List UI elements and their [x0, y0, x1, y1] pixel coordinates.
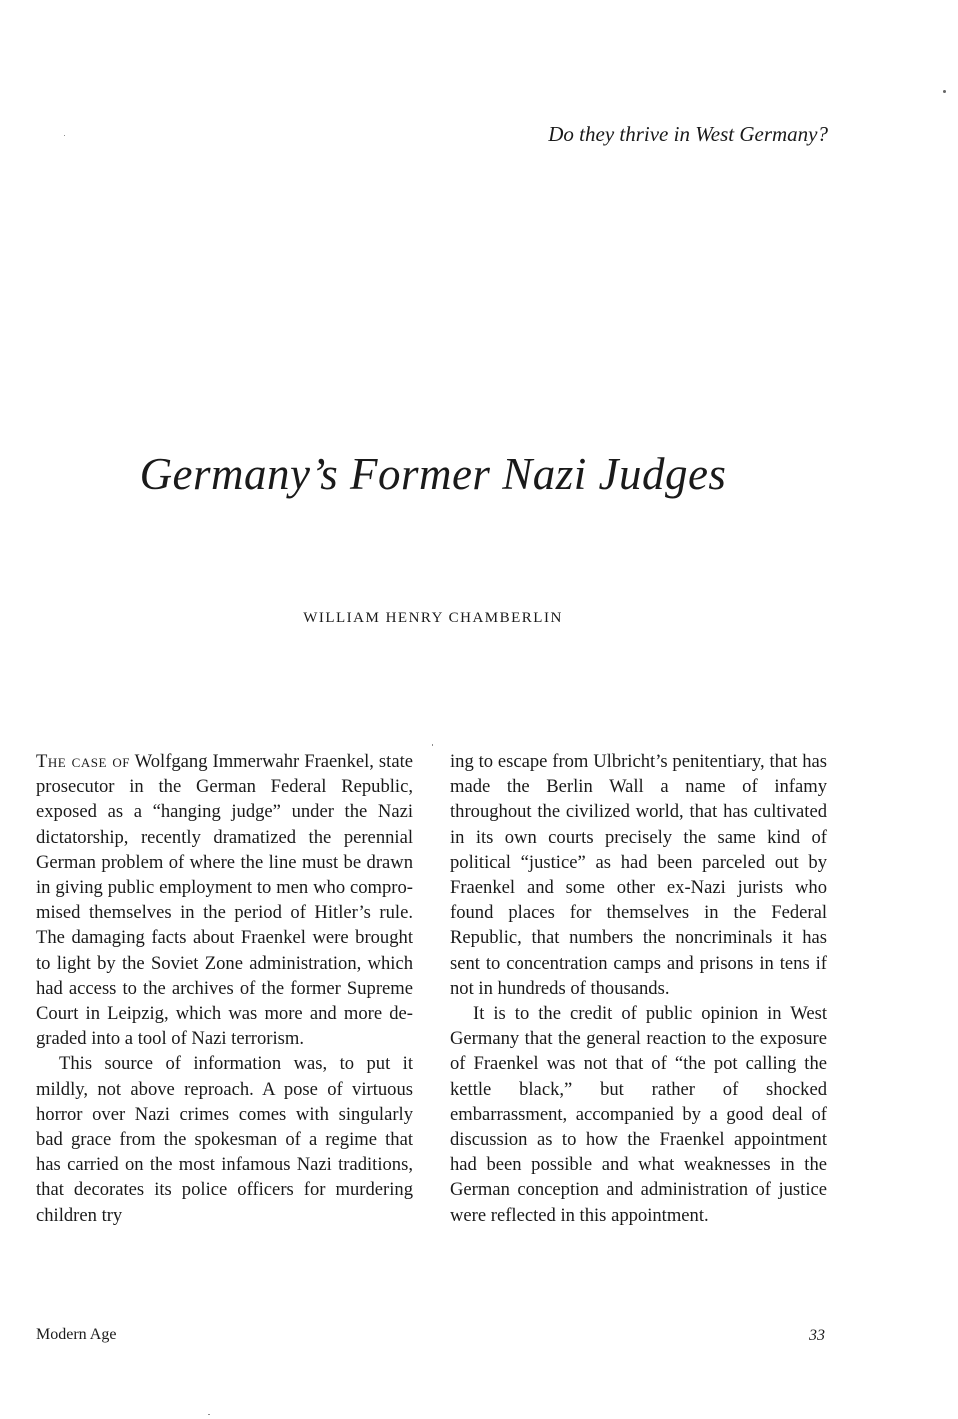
left-paragraph-1	[36, 749, 413, 1051]
right-paragraph-2: It is to the credit of public opinion in West Germany that the general reaction to the exposure of Fraenkel was not that of “the pot calling the kettle black,” but rather of shocked embarrassment, accompanied by a good deal of discussion as to how the Fraenkel appointment had been possible and what weaknesses in the German conception and administration of justice were reflected in this appointment.	[450, 1003, 827, 1226]
scan-speck	[432, 744, 433, 746]
drop-lead-text: The case of	[36, 751, 131, 772]
left-paragraph-2: This source of information was, to put it mildly, not above reproach. A pose of virtuous horror over Nazi crimes comes with singularly bad grace from the spokesman of a regime that has carried on the most infamous Nazi traditions, that decorates its police officers for murdering children try	[36, 1053, 413, 1226]
author-byline: WILLIAM HENRY CHAMBERLIN	[303, 610, 563, 626]
page-number: 33	[809, 1327, 825, 1344]
scan-speck	[208, 1414, 210, 1415]
article-kicker: Do they thrive in West Germany?	[548, 122, 828, 146]
article-title: Germany’s Former Nazi Judges	[139, 449, 727, 499]
scan-speck	[64, 135, 65, 136]
scan-speck	[943, 90, 946, 93]
journal-name: Modern Age	[36, 1326, 117, 1343]
right-paragraph-1: ing to escape from Ulbricht’s penitentiary, that has made the Berlin Wall a name of infamy throughout the civilized world, that has cultivated in its own courts precisely the same kind of political “justice” as had been parceled out by Fraenkel and some other ex-Nazi jurists who found places for themselves in the Federal Republic, that numbers the noncriminals it has sent to concentration camps and prisons in tens if not in hundreds of thousands.	[450, 751, 827, 999]
left-paragraph-1-text: Wolfgang Immerwahr Fraenkel, state prosecutor in the German Federal Republic, exposed as a “hanging judge” under the Nazi dictatorship, recently dramatized the perennial German problem of where the line must be drawn in giving public employment to men who compromised themselves in the period of Hitler’s rule. The damaging facts about Fraenkel were brought to light by the Soviet Zone administration, which had access to the archives of the former Supreme Court in Leipzig, which was more and more degraded into a tool of Nazi terrorism.	[36, 751, 413, 1050]
right-column	[450, 749, 827, 1228]
left-column	[36, 749, 413, 1228]
